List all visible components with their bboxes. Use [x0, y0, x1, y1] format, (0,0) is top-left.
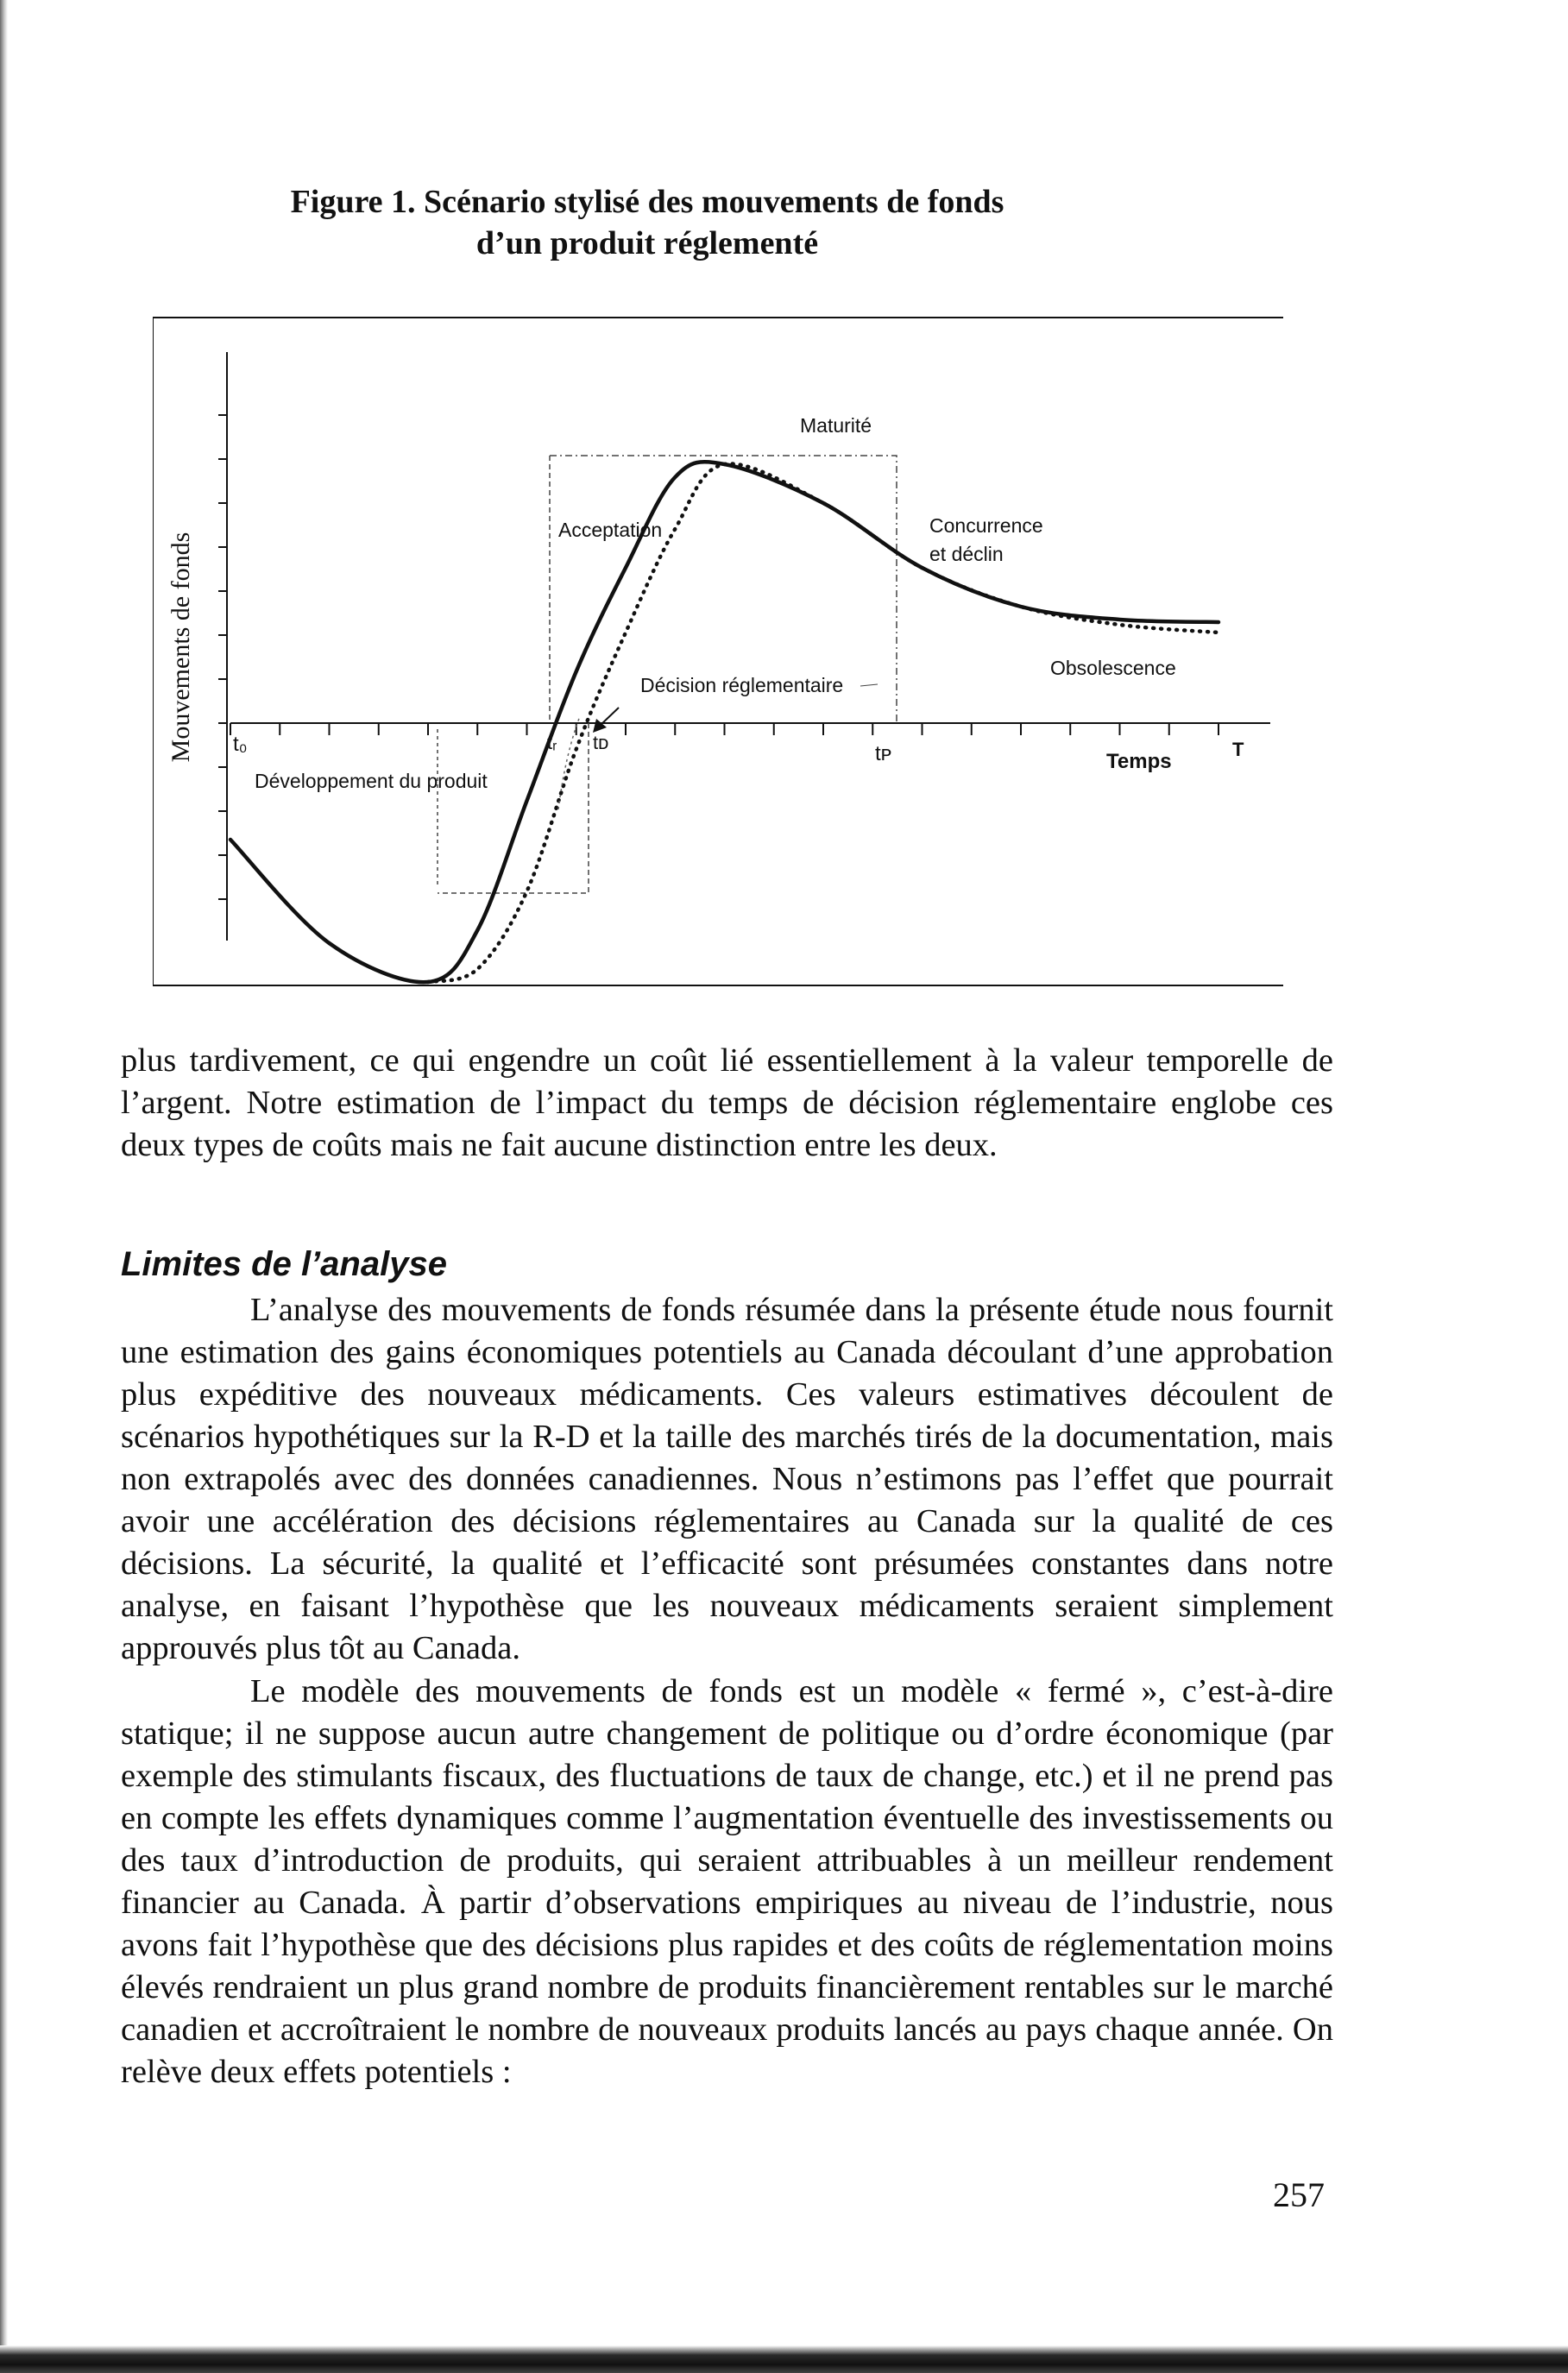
section-heading-limites: Limites de l’analyse	[121, 1245, 447, 1283]
paragraph-limites-1	[121, 1289, 1333, 1670]
label-development: Développement du produit	[255, 770, 488, 792]
paragraph-limites-2	[121, 1671, 1333, 2093]
tick-label-tr: tᵣ	[547, 732, 557, 753]
paragraph-continuation	[121, 1040, 1333, 1167]
curve-reference-solid	[230, 462, 1219, 982]
label-competition-line1: Concurrence	[929, 514, 1043, 537]
paragraph-limites-2-text: Le modèle des mouvements de fonds est un modèle « fermé », c’est-à-dire statique; il ne suppose aucun autre changement de politique ou d’ordre économique (par exemple des stimulants fiscaux, des fluctuations de taux de change, etc.) et il ne prend pas en compte les effets dynamiques comme l’augmentation éventuelle des investissements ou des taux d’introduction de produits, qui seraient attribuables à un meilleur rendement financier au Canada. À partir d’observations empiriques au niveau de l’industrie, nous avons fait l’hypothèse que des décisions plus rapides et des coûts de réglementation moins élevés rendraient un plus grand nombre de produits financièrement rentables sur le marché canadien et accroîtraient le nombre de nouveaux produits lancés au pays chaque année. On relève deux effets potentiels :	[121, 1673, 1333, 2090]
x-axis-title: Temps	[1106, 750, 1172, 773]
decision-bracket	[860, 684, 878, 686]
x-axis-ticks	[230, 723, 1219, 735]
chart-svg	[153, 315, 1283, 988]
label-obsolescence: Obsolescence	[1050, 657, 1176, 679]
y-axis-title: Mouvements de fonds	[167, 532, 195, 763]
tick-label-t0: t₀	[233, 733, 248, 756]
y-axis-ticks	[218, 415, 227, 899]
label-acceptance: Acceptation	[558, 519, 663, 541]
page-number: 257	[1273, 2175, 1325, 2214]
scan-shadow-left	[0, 0, 8, 2373]
figure-title-line1: Figure 1. Scénario stylisé des mouvements de fonds	[290, 184, 1004, 220]
tick-label-td: tᴅ	[593, 732, 609, 753]
figure-chart	[153, 315, 1283, 988]
tick-label-T: T	[1232, 739, 1244, 760]
label-maturity: Maturité	[800, 414, 872, 437]
development-box	[438, 723, 589, 893]
label-regulatory-decision: Décision réglementaire	[640, 674, 844, 696]
paragraph-continuation-text: plus tardivement, ce qui engendre un coût lié essentiellement à la valeur temporelle de l’argent. Notre estimation de l’impact du temps de décision réglementaire englobe ces deux types de coûts mais ne fait aucune distinction entre les deux.	[121, 1042, 1333, 1163]
label-competition-line2: et déclin	[929, 543, 1004, 565]
paragraph-limites-1-text: L’analyse des mouvements de fonds résumée dans la présente étude nous fournit une estimation des gains économiques potentiels au Canada découlant d’une approbation plus expéditive des nouveaux médicaments. Ces valeurs estimatives découlent de scénarios hypothétiques sur la R-D et la taille des marchés tirés de la documentation, mais non extrapolés avec des données canadiennes. Nous n’estimons pas l’effet que pourrait avoir une accélération des décisions réglementaires au Canada sur la qualité de ces décisions. La sécurité, la qualité et l’efficacité sont présumées constantes dans notre analyse, en faisant l’hypothèse que les nouveaux médicaments seraient simplement approuvés plus tôt au Canada.	[121, 1292, 1333, 1666]
tick-label-tp: tᴘ	[875, 742, 892, 765]
figure-title-line2: d’un produit réglementé	[475, 225, 819, 261]
scan-shadow-bottom	[0, 2345, 1568, 2373]
